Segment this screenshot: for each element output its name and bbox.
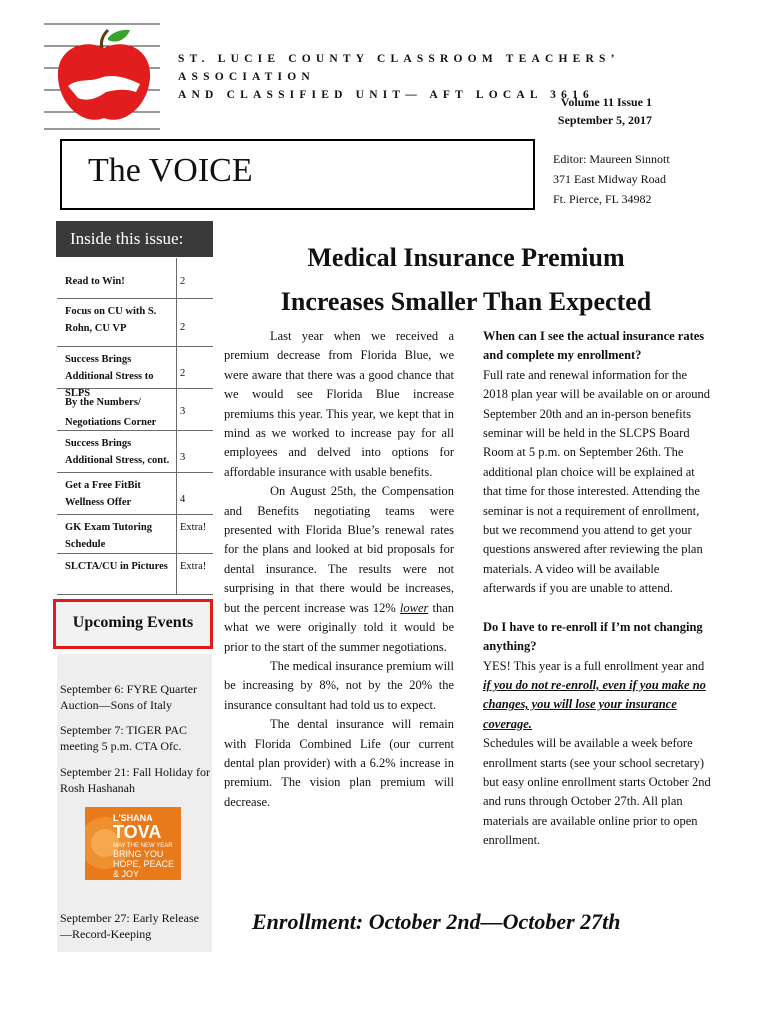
org-name	[178, 50, 758, 104]
shana-line3: MAY THE NEW YEAR	[113, 843, 173, 849]
shana-line5: HOPE, PEACE	[113, 859, 175, 869]
answer-paragraph	[483, 657, 711, 735]
answer-paragraph: Full rate and renewal information for the 2018 plan year will be available on or around September 20th and an in-person benefits seminar will be held in the SLCPS Board Room at 5 p.m. on September 26th. The additional plan choice will be explained at that time for those interested. Attending the seminar is not a requirement of enrollment, but we recommend you attend to get your questions answered after reviewing the plan materials. A video will be available afterwards if you are unable to attend.	[483, 367, 711, 596]
paragraph: The medical insurance premium will be increasing by 8%, not by the 20% the insurance consultant had told us to expect.	[224, 658, 454, 712]
toc-row[interactable]	[57, 347, 213, 399]
shana-line1: L'SHANA	[113, 813, 153, 823]
event-item: September 7: TIGER PAC meeting 5 p.m. CTA Ofc.	[60, 723, 188, 753]
paragraph	[224, 482, 454, 657]
event-item: September 6: FYRE Quarter Auction—Sons of Italy	[60, 682, 197, 712]
warning-text: if you do not re-enroll, even if you make no changes, you will lose your insurance coverage.	[483, 677, 706, 731]
headline-line-2: Increases Smaller Than Expected	[280, 287, 652, 316]
shana-tova-image	[85, 807, 181, 880]
toc-row[interactable]	[57, 258, 213, 299]
toc-title: Read to Win!	[57, 258, 177, 298]
toc-title: By the Numbers/ Negotiations Corner	[57, 389, 177, 430]
toc-page: 4	[180, 494, 186, 505]
toc-page: 2	[180, 368, 186, 379]
issue-info	[558, 93, 652, 129]
paragraph: Last year when we received a premium decrease from Florida Blue, we were aware that there was a good chance that we would see Florida Blue increase premiums this year. This year, we kept that in mind as we worked to increase pay for all employees and delved into options for affordable insurance with usable benefits.	[224, 329, 454, 479]
toc-row[interactable]	[57, 431, 213, 473]
toc-page: 3	[180, 452, 186, 463]
paragraph-text: On August 25th, the Compensation and Benefits negotiating teams were presented with Florida Blue’s renewal rates for the plans and looked at bid proposals for dental insurance. The results were not surprising in that there would be increases, but the percent increase was 12%	[224, 484, 454, 615]
toc-page: Extra!	[180, 522, 207, 533]
shana-line6: & JOY	[113, 869, 140, 879]
toc-title: Success Brings Additional Stress, cont.	[57, 431, 177, 472]
editor-city: Ft. Pierce, FL 34982	[553, 192, 652, 206]
toc-row[interactable]	[57, 473, 213, 515]
toc-row[interactable]	[57, 389, 213, 431]
editor-info	[553, 149, 670, 209]
paragraph-text: than what we were originally told it would be prior to the start of the summer negotiations.	[224, 600, 454, 654]
toc-row[interactable]	[57, 515, 213, 554]
logo	[44, 18, 164, 133]
issue-date: September 5, 2017	[557, 113, 652, 127]
question-heading: Do I have to re-enroll if I’m not changing anything?	[483, 619, 703, 654]
toc-title: Focus on CU with S. Rohn, CU VP	[57, 299, 177, 346]
inside-issue-heading: Inside this issue:	[56, 221, 213, 257]
toc-page: 2	[180, 322, 186, 333]
newsletter-title: The VOICE	[88, 152, 253, 189]
headline	[224, 236, 708, 324]
toc-title: Get a Free FitBit Wellness Offer	[57, 473, 177, 514]
shana-tova-graphic	[85, 807, 181, 880]
apple-handshake-icon	[44, 18, 164, 133]
upcoming-events-title: Upcoming Events	[72, 614, 194, 631]
shana-line4: BRING YOU	[113, 849, 164, 859]
headline-line-1: Medical Insurance Premium	[307, 243, 625, 272]
toc-page: 2	[180, 276, 186, 287]
answer-paragraph: Schedules will be available a week before enrollment starts (see your school secretary) but easy online enrollment starts October 2nd and runs through October 27th. All plan materials are available online prior to open enrollment.	[483, 736, 711, 848]
toc-row[interactable]	[57, 554, 213, 595]
toc-title: Success Brings Additional Stress to SLPS	[57, 347, 177, 388]
toc-page: 3	[180, 406, 186, 417]
article-column-1	[224, 327, 454, 812]
table-of-contents	[57, 258, 213, 595]
event-item: September 27: Early Release—Record-Keeping	[60, 911, 199, 941]
emphasis-lower: lower	[399, 600, 429, 615]
enrollment-dates: Enrollment: October 2nd—October 27th	[252, 909, 621, 934]
toc-row[interactable]	[57, 299, 213, 347]
org-line-2: AND CLASSIFIED UNIT— AFT LOCAL 3616	[178, 89, 594, 101]
toc-page: Extra!	[180, 561, 207, 572]
editor-address: 371 East Midway Road	[553, 172, 666, 186]
article-column-2	[483, 327, 711, 851]
question-heading: When can I see the actual insurance rates and complete my enrollment?	[483, 329, 705, 363]
paragraph: The dental insurance will remain with Florida Combined Life (our current dental plan provider) with a 6.2% increase in premium. The vision plan premium will decrease.	[224, 717, 454, 809]
toc-title: GK Exam Tutoring Schedule	[57, 515, 177, 553]
answer-text: YES! This year is a full enrollment year and	[483, 658, 705, 673]
volume: Volume 11 Issue 1	[560, 95, 652, 109]
org-line-1: ST. LUCIE COUNTY CLASSROOM TEACHERS’ ASSOCIATION	[178, 53, 619, 83]
shana-line2: TOVA	[113, 822, 162, 842]
event-item: September 21: Fall Holiday for Rosh Hashanah	[60, 765, 210, 795]
toc-title: SLCTA/CU in Pictures	[57, 554, 177, 594]
editor-name: Editor: Maureen Sinnott	[553, 152, 670, 166]
